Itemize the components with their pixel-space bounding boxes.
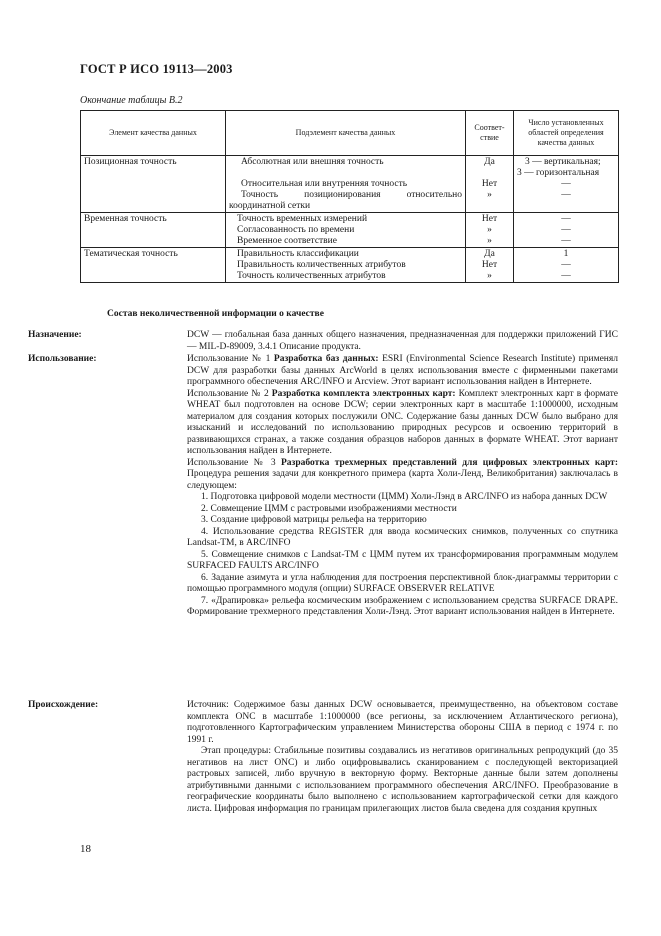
list-item: 2. Совмещение ЦММ с растровыми изображениями местности — [201, 503, 457, 514]
subelement-cell: Правильность классификации Правильность количественных атрибутов Точность количественных атрибутов — [226, 248, 466, 283]
table-header-element: Элемент качества данных — [81, 111, 226, 156]
usage-1: Использование № 1 Разработка баз данных: ESRI (Environmental Science Research Institute) применял DCW для разработки базы данных ArcWorld в целях использования вместе с фирменными пакетами программного обеспечения ARC/INFO и Arcview. Этот вариант использования найден в Интернете. — [187, 354, 618, 387]
conformance-cell: Да Нет » — [466, 248, 514, 283]
list-item: 3. Создание цифровой матрицы рельефа на территорию — [201, 515, 427, 525]
conformance-cell: Да Нет » — [466, 156, 514, 213]
list-item: 6. Задание азимута и угла наблюдения для построения перспективной блок-диаграммы территории с помощью программного модуля (опции) SURFACE OBSERVER RELATIVE — [187, 572, 618, 594]
conformance-cell: Нет » » — [466, 213, 514, 248]
table-header-conformance: Соответ- ствие — [466, 111, 514, 156]
usage-text — [187, 354, 618, 619]
usage-3: Использование № 3 Разработка трехмерных представлений для цифровых электронных карт: Процедура решения задачи для конкретного примера (карта Холи-Ленд, Великобритания) заключалась в следующем: — [187, 457, 618, 491]
page-number: 18 — [80, 843, 91, 855]
table-header-subelement: Подэлемент качества данных — [226, 111, 466, 156]
origin-text: Источник: Содержимое базы данных DCW основывается, преимущественно, на объектовом составе комплекта ONC в масштабе 1:1000000 (все регионы, за исключением Атлантического региона), подготовленного Картографическим управлением Министерства обороны США в период с 1974 г. по 1991 г. Этап процедуры: Стабильные позитивы создавались из негативов оригинальных репродукций (до 35 негативов на лист ONC) и либо оцифровывались сканированием с последующей векторизацией растровых записей, либо вручную в векторную форму. Векторные данные были затем дополнены атрибутивными данными с использованием программного обеспечения ARC/INFO. Преобразование в географические координаты было выполнено с использованием картографической сетки для каждого листа. Цифровая информация по границам прилегающих листов была сведена для создания крупных — [187, 700, 618, 814]
table-header-count: Число установленных областей определения качества данных — [514, 111, 619, 156]
subelement-cell: Точность временных измерений Согласованность по времени Временное соответствие — [226, 213, 466, 248]
usage-2: Использование № 2 Разработка комплекта электронных карт: Комплект электронных карт в формате WHEAT был подготовлен на основе DCW; серии электронных карт в масштабе 1:1000000, исходным материалом для создания которых послужили ONC. Содержание базы данных DCW было выбрано для изысканий и исследований по использованию природных ресурсов и освоению территорий в развивающихся странах, а также создания образцов наборов данных в формате WHEAT. Этот вариант использования найден в Интернете. — [187, 388, 618, 456]
table-row — [81, 248, 619, 283]
table-header-row — [81, 111, 619, 156]
count-cell: — — — — [514, 213, 619, 248]
document-header: ГОСТ Р ИСО 19113—2003 — [80, 62, 233, 76]
element-cell: Позиционная точность — [81, 156, 226, 213]
table-caption: Окончание таблицы В.2 — [80, 95, 183, 106]
element-cell: Тематическая точность — [81, 248, 226, 283]
purpose-label: Назначение: — [28, 330, 82, 340]
subelement-cell: Абсолютная или внешняя точность Относительная или внутренняя точность Точность позиционирования относительно координатной сетки — [226, 156, 466, 213]
list-item: 1. Подготовка цифровой модели местности (ЦММ) Холи-Лэнд в ARC/INFO из набора данных DCW — [201, 492, 608, 502]
table-row — [81, 213, 619, 248]
element-cell: Временная точность — [81, 213, 226, 248]
origin-label: Происхождение: — [28, 700, 99, 710]
purpose-text: DCW — глобальная база данных общего назначения, предназначенная для поддержки приложений ГИС — MIL-D-89009, 3.4.1 Описание продукта. — [187, 330, 618, 352]
list-item: 5. Совмещение снимков с Landsat-TM с ЦММ путем их трансформирования программным модулем SURFACED FAULTS ARC/INFO — [187, 549, 618, 571]
usage-label: Использование: — [28, 354, 97, 364]
count-cell: 3 — вертикальная; 3 — горизонтальная — — — [514, 156, 619, 213]
count-cell: 1 — — — [514, 248, 619, 283]
list-item: 4. Использование средства REGISTER для ввода космических снимков, полученных со спутника Landsat-TM, в ARC/INFO — [187, 526, 618, 548]
quality-table — [80, 110, 619, 283]
table-row — [81, 156, 619, 213]
list-item: 7. «Драпировка» рельефа космическим изображением с использованием средства SURFACE DRAPE. Формирование трехмерного представления Холи-Лэнд. Этот вариант использования найден в Интернете. — [187, 595, 618, 617]
section-title: Состав неколичественной информации о качестве — [107, 309, 324, 319]
